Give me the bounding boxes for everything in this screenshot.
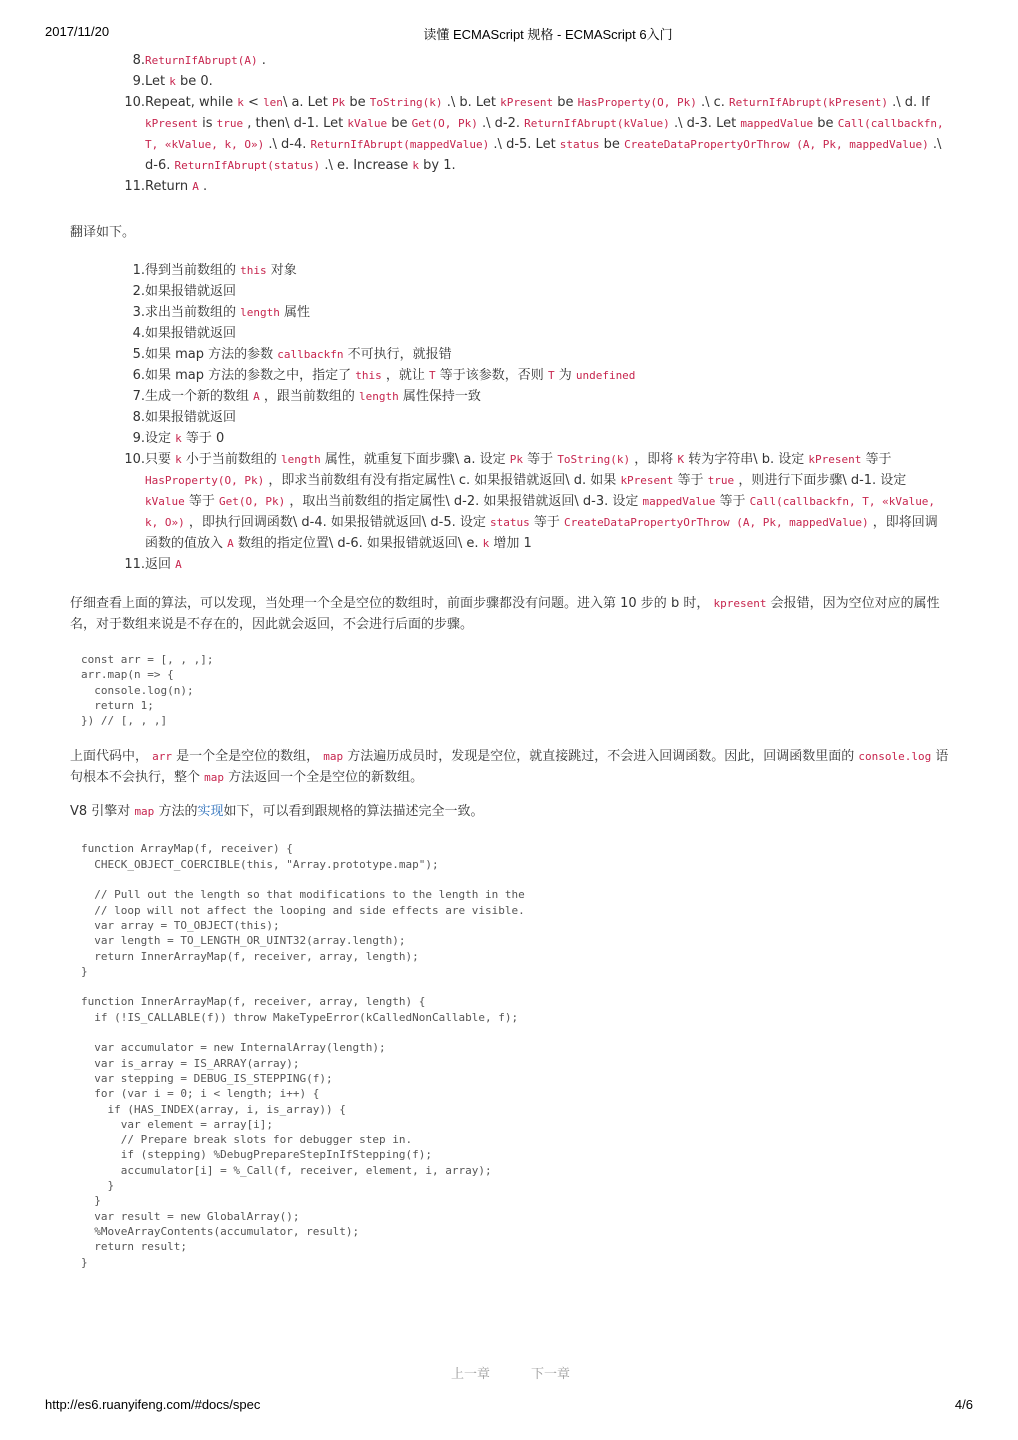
list-item-number: 2.	[132, 284, 145, 299]
list-item-number: 11.	[124, 557, 145, 572]
inline-text: be 0.	[175, 74, 213, 89]
inline-text: ，取出当前数组的指定属性\ d-2. 如果报错就返回\ d-3. 设定	[285, 494, 643, 509]
inline-code: Call(callbackfn, T, «kValue, k, O»)	[145, 495, 936, 529]
inline-text: ，即将	[630, 452, 678, 467]
inline-text: 设定	[145, 431, 176, 446]
list-item-number: 5.	[132, 347, 145, 362]
list-item	[70, 365, 950, 386]
inline-code: A	[175, 558, 182, 571]
inline-code: length	[240, 306, 280, 319]
inline-code: this	[355, 369, 382, 382]
inline-text: 等于	[184, 494, 220, 509]
page-number: 4/6	[954, 1397, 973, 1412]
inline-code: map	[204, 771, 225, 785]
inline-text: 等于	[715, 494, 750, 509]
inline-code: Pk	[331, 96, 346, 109]
inline-text: ，即求当前数组有没有指定属性\ c. 如果报错就返回\ d. 如果	[264, 473, 621, 488]
inline-text: 生成一个新的数组	[145, 389, 254, 404]
inline-code: kPresent	[808, 453, 862, 466]
list-item-number: 10.	[124, 95, 145, 110]
list-item	[70, 302, 950, 323]
translate-heading: 翻译如下。	[70, 225, 136, 240]
inline-text: .\ b. Let	[442, 95, 501, 110]
inline-code: ReturnIfAbrupt(A)	[145, 54, 258, 67]
inline-text: 转为字符串\ b. 设定	[684, 452, 809, 467]
inline-code: k	[175, 432, 182, 445]
inline-text: 等于 0	[181, 431, 225, 446]
print-title: 读懂 ECMAScript 规格 - ECMAScript 6入门	[423, 27, 673, 42]
inline-text: 等于	[529, 515, 565, 530]
inline-text: 等于	[861, 452, 892, 467]
list-item-number: 1.	[132, 263, 145, 278]
inline-text: .\ d-4.	[264, 137, 311, 152]
print-date: 2017/11/20	[45, 24, 110, 39]
inline-code: Call(callbackfn, T, «kValue, k, O»)	[145, 117, 944, 151]
inline-code: this	[240, 264, 267, 277]
inline-code: arr	[152, 750, 173, 764]
inline-text: Return	[145, 179, 193, 194]
list-item-number: 11.	[124, 179, 145, 194]
spec-steps-list	[70, 50, 950, 197]
list-item	[70, 92, 950, 176]
inline-text: 是一个全是空位的数组，	[172, 749, 324, 765]
inline-text: ，即将回调函数的值放入	[145, 515, 938, 551]
inline-code: kPresent	[145, 117, 198, 130]
inline-text: , then\ d-1. Let	[243, 116, 348, 131]
inline-code: A	[253, 390, 260, 403]
inline-text: .\ d-6.	[145, 137, 942, 173]
inline-text: \ a. Let	[282, 95, 332, 110]
inline-code: kPresent	[620, 474, 674, 487]
inline-text: 得到当前数组的	[145, 263, 241, 278]
inline-text: V8 引擎对	[70, 804, 135, 820]
list-item-number: 3.	[132, 305, 145, 320]
inline-code: true	[216, 117, 244, 130]
inline-code: k	[482, 537, 490, 550]
inline-text: .	[198, 179, 208, 194]
inline-code: k	[237, 96, 244, 109]
inline-text: be	[345, 95, 370, 110]
inline-code: map	[134, 805, 155, 819]
list-item	[70, 260, 950, 281]
list-item	[70, 386, 950, 407]
inline-code: len	[263, 96, 283, 109]
inline-code: CreateDataPropertyOrThrow (A, Pk, mappedValue)	[564, 516, 869, 529]
inline-link[interactable]: 实现	[197, 804, 224, 820]
inline-code: mappedValue	[740, 117, 814, 130]
inline-code: undefined	[575, 369, 636, 382]
inline-code: k	[169, 75, 176, 88]
inline-text: is	[197, 116, 217, 131]
inline-text: 增加 1	[489, 536, 532, 551]
inline-code: callbackfn	[277, 348, 344, 361]
footer-url: http://es6.ruanyifeng.com/#docs/spec	[45, 1397, 261, 1412]
inline-text: by 1.	[419, 158, 456, 173]
inline-text: 上面代码中，	[70, 749, 153, 765]
inline-text: 属性，就重复下面步骤\ a. 设定	[320, 452, 510, 467]
inline-text: 如果报错就返回	[145, 410, 237, 425]
inline-code: K	[677, 453, 685, 466]
inline-text: 方法返回一个全是空位的新数组。	[224, 770, 424, 786]
inline-code: T	[547, 369, 555, 382]
inline-text: <	[243, 95, 264, 110]
inline-text: 如果报错就返回	[145, 326, 237, 341]
code-block-example: const arr = [, , ,]; arr.map(n => { console.log(n); return 1; }) // [, , ,]	[81, 653, 214, 728]
inline-code: HasProperty(O, Pk)	[577, 96, 697, 109]
inline-code: CreateDataPropertyOrThrow (A, Pk, mappedValue)	[624, 138, 929, 151]
inline-text: ，即执行回调函数\ d-4. 如果报错就返回\ d-5. 设定	[184, 515, 490, 530]
inline-text: 不可执行，就报错	[343, 347, 452, 362]
prev-chapter-link[interactable]: 上一章	[451, 1367, 491, 1382]
inline-text: .\ d-2.	[477, 116, 525, 131]
inline-text: 仔细查看上面的算法，可以发现，当处理一个全是空位的数组时，前面步骤都没有问题。进入第 10 步的 b 时，	[70, 596, 714, 611]
inline-text: 属性	[279, 305, 311, 320]
list-item	[70, 449, 950, 554]
inline-text: Repeat, while	[145, 95, 238, 110]
translation-steps-list	[70, 260, 950, 575]
inline-text: 返回	[145, 557, 176, 572]
list-item	[70, 71, 950, 92]
inline-text: .\ c.	[696, 95, 730, 110]
inline-code: kpresent	[713, 597, 767, 610]
inline-code: Get(O, Pk)	[411, 117, 478, 130]
inline-code: A	[227, 537, 234, 550]
inline-code: A	[192, 180, 199, 193]
inline-text: be	[553, 95, 578, 110]
inline-text: .\ d-5. Let	[489, 137, 560, 152]
inline-text: ，跟当前数组的	[259, 389, 360, 404]
inline-text: 语句根本不会执行，整个	[70, 749, 949, 786]
inline-text: .\ d-3. Let	[669, 116, 741, 131]
inline-text: 如果 map 方法的参数	[145, 347, 278, 362]
inline-code: length	[281, 453, 321, 466]
list-item-number: 9.	[132, 431, 145, 446]
inline-code: status	[559, 138, 600, 151]
inline-text: 会报错，因为空位对应的属性名，对于数组来说是不存在的，因此就会返回，不会进行后面的步骤。	[70, 596, 940, 632]
inline-code: T	[429, 369, 436, 382]
inline-text: be	[813, 116, 838, 131]
inline-text: 如下，可以看到跟规格的算法描述完全一致。	[223, 804, 484, 820]
inline-text: 等于	[673, 473, 708, 488]
inline-code: length	[359, 390, 399, 403]
paragraph-analysis	[70, 593, 950, 635]
paragraph-v8	[70, 801, 950, 822]
list-item-number: 4.	[132, 326, 145, 341]
inline-text: ，就让	[381, 368, 430, 383]
inline-text: be	[599, 137, 625, 152]
inline-code: ReturnIfAbrupt(kValue)	[524, 117, 670, 130]
inline-text: .\ d. If	[887, 95, 930, 110]
inline-code: HasProperty(O, Pk)	[145, 474, 265, 487]
next-chapter-link[interactable]: 下一章	[531, 1367, 571, 1382]
inline-code: ReturnIfAbrupt(kPresent)	[729, 96, 888, 109]
inline-code: k	[175, 453, 182, 466]
inline-text: Let	[145, 74, 170, 89]
inline-code: ToString(k)	[369, 96, 443, 109]
list-item	[70, 50, 950, 71]
inline-code: Pk	[509, 453, 524, 466]
inline-text: 如果 map 方法的参数之中，指定了	[145, 368, 356, 383]
inline-code: true	[707, 474, 735, 487]
inline-text: 属性保持一致	[398, 389, 481, 404]
inline-text: ，则进行下面步骤\ d-1. 设定	[734, 473, 907, 488]
inline-text: be	[387, 116, 412, 131]
inline-code: kPresent	[500, 96, 554, 109]
inline-code: ReturnIfAbrupt(status)	[174, 159, 321, 172]
inline-text: 只要	[145, 452, 176, 467]
article-content	[70, 50, 950, 1270]
list-item	[70, 281, 950, 302]
inline-text: 方法遍历成员时，发现是空位，就直接跳过，不会进入回调函数。因此，回调函数里面的	[343, 749, 859, 765]
inline-text: .\ e. Increase	[320, 158, 413, 173]
inline-code: k	[412, 159, 419, 172]
inline-code: kValue	[347, 117, 388, 130]
inline-code: console.log	[858, 750, 932, 764]
list-item	[70, 344, 950, 365]
inline-code: mappedValue	[642, 495, 716, 508]
code-block-v8: function ArrayMap(f, receiver) { CHECK_OBJECT_COERCIBLE(this, "Array.prototype.map"); // Pull out the length so that modifications to the length in the // loop will not affect the looping and side effects are visible. var array = TO_OBJECT(this); var length = TO_LENGTH_OR_UINT32(array.length); return InnerArrayMap(f, receiver, array, length); } function InnerArrayMap(f, receiver, array, length) { if (!IS_CALLABLE(f)) throw MakeTypeError(kCalledNonCallable, f); var accumulator = new InternalArray(length); var is_array = IS_ARRAY(array); var stepping = DEBUG_IS_STEPPING(f); for (var i = 0; i < length; i++) { if (HAS_INDEX(array, i, is_array)) { var element = array[i]; // Prepare break slots for debugger step in. if (stepping) %DebugPrepareStepInIfStepping(f); accumulator[i] = %_Call(f, receiver, element, i, array); } } var result = new GlobalArray(); %MoveArrayContents(accumulator, result); return result; }	[81, 842, 525, 1269]
list-item-number: 10.	[124, 452, 145, 467]
inline-code: Get(O, Pk)	[219, 495, 286, 508]
inline-code: ReturnIfAbrupt(mappedValue)	[310, 138, 490, 151]
list-item	[70, 323, 950, 344]
inline-code: ToString(k)	[557, 453, 631, 466]
list-item-number: 8.	[132, 410, 145, 425]
list-item-number: 8.	[132, 53, 145, 68]
list-item-number: 9.	[132, 74, 145, 89]
inline-code: map	[323, 750, 344, 764]
list-item-number: 7.	[132, 389, 145, 404]
inline-text: 方法的	[154, 804, 198, 820]
inline-text: 等于	[523, 452, 558, 467]
list-item	[70, 428, 950, 449]
paragraph-explanation	[70, 746, 950, 788]
list-item	[70, 554, 950, 575]
inline-text: 为	[554, 368, 576, 383]
inline-text: 对象	[266, 263, 297, 278]
list-item-number: 6.	[132, 368, 145, 383]
inline-text: 小于当前数组的	[181, 452, 282, 467]
inline-text: 数组的指定位置\ d-6. 如果报错就返回\ e.	[233, 536, 483, 551]
inline-code: kValue	[145, 495, 185, 508]
inline-text: 求出当前数组的	[145, 305, 241, 320]
inline-code: status	[490, 516, 530, 529]
list-item	[70, 407, 950, 428]
list-item	[70, 176, 950, 197]
inline-text: .	[257, 53, 266, 68]
inline-text: 等于该参数，否则	[435, 368, 548, 383]
inline-text: 如果报错就返回	[145, 284, 237, 299]
